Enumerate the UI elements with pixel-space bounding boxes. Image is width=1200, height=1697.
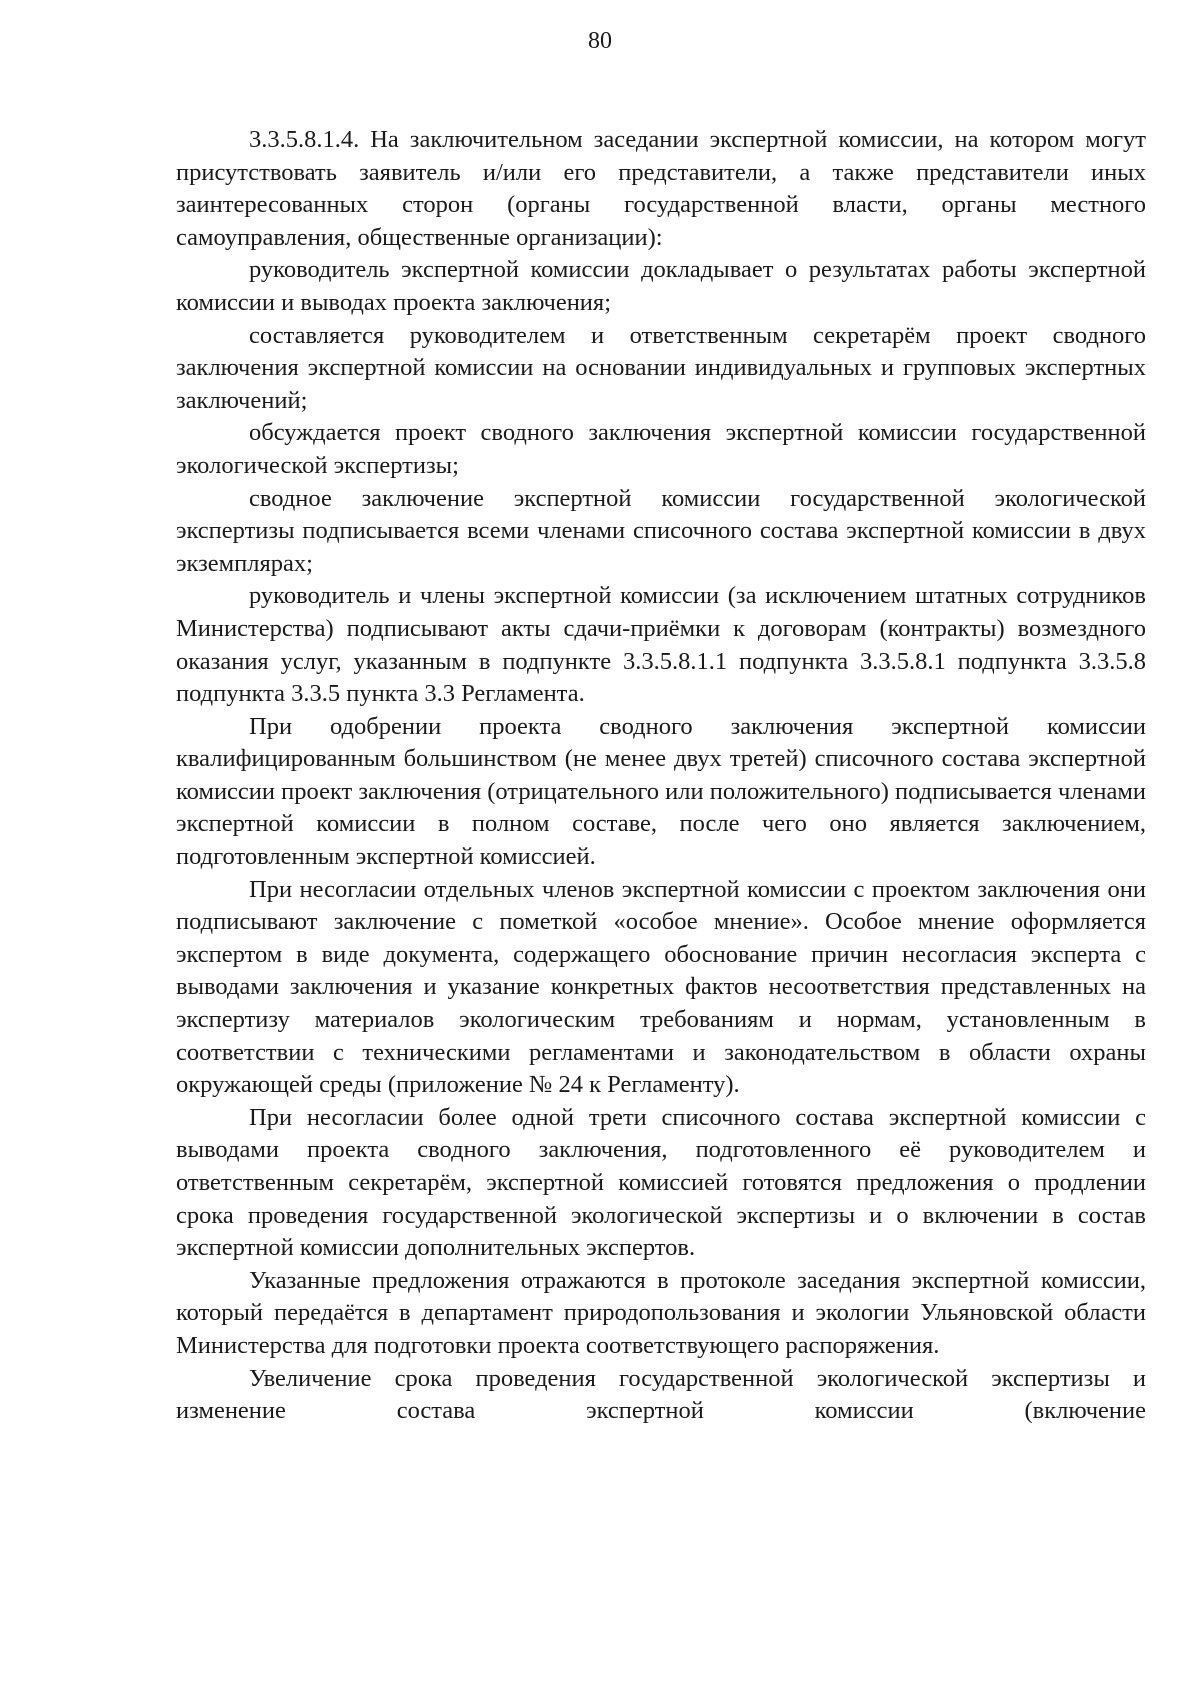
paragraph-disagreement: При несогласии более одной трети списочного состава экспертной комиссии с выводами проекта сводного заключения, подготовленного её руководителем и ответственным секретарём, экспертной комиссией готовятся предложения о продлении срока проведения государственной экологической экспертизы и о включении в состав экспертной комиссии дополнительных экспертов. [176,1103,1146,1262]
paragraph-conclusion-signed: сводное заключение экспертной комиссии государственной экологической экспертизы подписывается всеми членами списочного состава экспертной комиссии в двух экземплярах; [176,484,1146,577]
page-number: 80 [588,28,612,54]
paragraph-acts-signed: руководитель и члены экспертной комиссии (за исключением штатных сотрудников Министерства) подписывают акты сдачи-приёмки к договорам (контракты) возмездного оказания услуг, указанным в подпункте 3.3.5.8.1.1 подпункта 3.3.5.8.1 подпункта 3.3.5.8 подпункта 3.3.5 пункта 3.3 Регламента. [176,582,1146,708]
paragraph-meeting-intro: 3.3.5.8.1.4. На заключительном заседании экспертной комиссии, на котором могут присутствовать заявитель и/или его представители, а также представители иных заинтересованных сторон (органы государственной власти, органы местного самоуправления, общественные организации): [176,126,1146,251]
paragraph-draft-discussed: обсуждается проект сводного заключения экспертной комиссии государственной экологической экспертизы; [176,419,1146,479]
paragraph-approval: При одобрении проекта сводного заключения экспертной комиссии квалифицированным большинством (не менее двух третей) списочного состава экспертной комиссии проект заключения (отрицательного или положительного) подписывается членами экспертной комиссии в полном составе, после чего оно является заключением, подготовленным экспертной комиссией. [176,712,1146,871]
paragraph-term-extension: Увеличение срока проведения государственной экологической экспертизы и изменение состава экспертной комиссии (включение [176,1364,1146,1425]
document-body [176,124,1146,1428]
paragraph-head-reports: руководитель экспертной комиссии докладывает о результатах работы экспертной комиссии и выводах проекта заключения; [176,256,1146,316]
paragraph-draft-compiled: составляется руководителем и ответственным секретарём проект сводного заключения экспертной комиссии на основании индивидуальных и групповых экспертных заключений; [176,321,1146,414]
paragraph-special-opinion: При несогласии отдельных членов экспертной комиссии с проектом заключения они подписывают заключение с пометкой «особое мнение». Особое мнение оформляется экспертом в виде документа, содержащего обоснование причин несогласия эксперта с выводами заключения и указание конкретных фактов несоответствия представленных на экспертизу материалов экологическим требованиям и нормам, установленным в соответствии с техническими регламентами и законодательством в области охраны окружающей среды (приложение № 24 к Регламенту). [176,875,1146,1099]
paragraph-proposals: Указанные предложения отражаются в протоколе заседания экспертной комиссии, который передаётся в департамент природопользования и экологии Ульяновской области Министерства для подготовки проекта соответствующего распоряжения. [176,1266,1146,1359]
